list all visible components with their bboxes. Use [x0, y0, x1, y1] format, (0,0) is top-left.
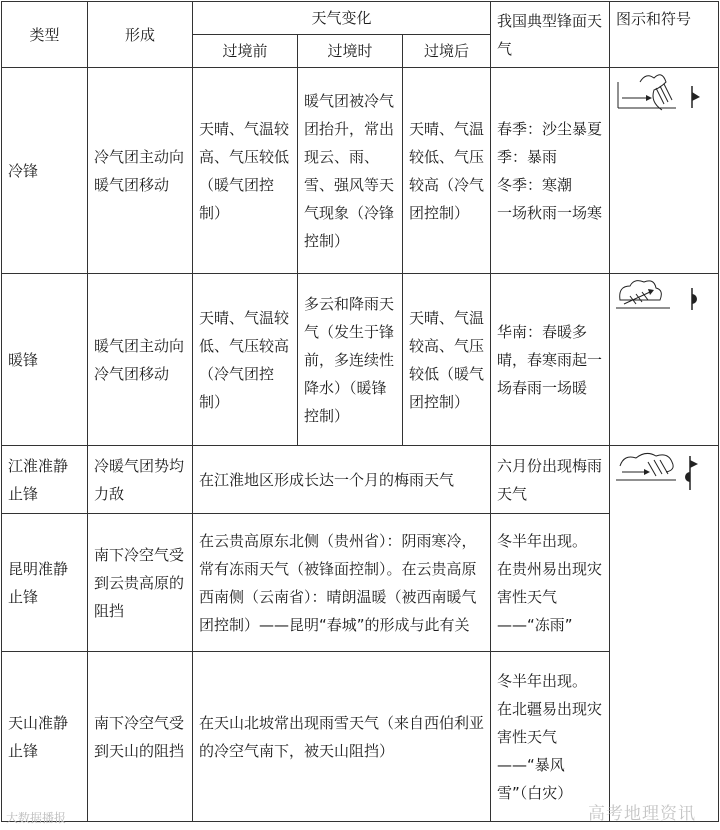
warm-front-symbol-cell: [610, 274, 719, 446]
watermark-left: 大数据播报: [6, 811, 67, 825]
header-type: 类型: [2, 2, 88, 68]
china-cell: 冬半年出现。 在北疆易出现灾害性天气——“暴风雪”（白灾）: [491, 652, 610, 822]
type-cell: 天山准静止锋: [2, 652, 88, 822]
formation-cell: 南下冷空气受到云贵高原的阻挡: [88, 514, 193, 652]
header-weather-change: 天气变化: [193, 2, 491, 35]
header-during: 过境时: [298, 35, 403, 68]
during-cell: 暖气团被冷气团抬升，常出现云、雨、雪、强风等天气现象（冷锋控制）: [298, 68, 403, 274]
before-cell: 天晴、气温较高、气压较低（暖气团控制）: [193, 68, 298, 274]
header-diagram: 图示和符号: [610, 2, 719, 68]
after-cell: 天晴、气温较低、气压较高（冷气团控制）: [403, 68, 491, 274]
warm-front-diagram-icon: [610, 274, 718, 324]
formation-cell: 南下冷空气受到天山的阻挡: [88, 652, 193, 822]
table-row: [2, 446, 719, 514]
type-cell: 冷锋: [2, 68, 88, 274]
front-weather-table: [1, 1, 719, 822]
type-cell: 暖锋: [2, 274, 88, 446]
weather-cell: 在天山北坡常出现雨雪天气（来自西伯利亚的冷空气南下，被天山阻挡）: [193, 652, 491, 822]
table-row: [2, 68, 719, 274]
cold-front-diagram-icon: [610, 68, 718, 128]
china-cell: 春季：沙尘暴夏季：暴雨 冬季：寒潮 一场秋雨一场寒: [491, 68, 610, 274]
watermark-right: 高考地理资讯: [588, 804, 696, 824]
header-china-typical: 我国典型锋面天气: [491, 2, 610, 68]
china-cell: 六月份出现梅雨天气: [491, 446, 610, 514]
weather-cell: 在云贵高原东北侧（贵州省）：阴雨寒冷，常有冻雨天气（被锋面控制）。在云贵高原西南侧（云南省）：晴朗温暖（被西南暖气团控制）——昆明“春城”的形成与此有关: [193, 514, 491, 652]
header-formation: 形成: [88, 2, 193, 68]
stationary-front-diagram-icon: [610, 446, 718, 496]
header-after: 过境后: [403, 35, 491, 68]
china-cell: 华南：春暖多晴，春寒雨起一场春雨一场暖: [491, 274, 610, 446]
after-cell: 天晴、气温较高、气压较低（暖气团控制）: [403, 274, 491, 446]
formation-cell: 暖气团主动向冷气团移动: [88, 274, 193, 446]
cold-front-symbol-cell: [610, 68, 719, 274]
type-cell: 昆明准静止锋: [2, 514, 88, 652]
china-cell: 冬半年出现。 在贵州易出现灾害性天气——“冻雨”: [491, 514, 610, 652]
type-cell: 江淮准静止锋: [2, 446, 88, 514]
table-row: [2, 274, 719, 446]
formation-cell: 冷气团主动向暖气团移动: [88, 68, 193, 274]
during-cell: 多云和降雨天气（发生于锋前，多连续性降水）（暖锋控制）: [298, 274, 403, 446]
header-row: [2, 2, 719, 35]
formation-cell: 冷暖气团势均力敌: [88, 446, 193, 514]
header-before: 过境前: [193, 35, 298, 68]
stationary-front-symbol-cell: [610, 446, 719, 822]
weather-cell: 在江淮地区形成长达一个月的梅雨天气: [193, 446, 491, 514]
before-cell: 天晴、气温较低、气压较高（冷气团控制）: [193, 274, 298, 446]
